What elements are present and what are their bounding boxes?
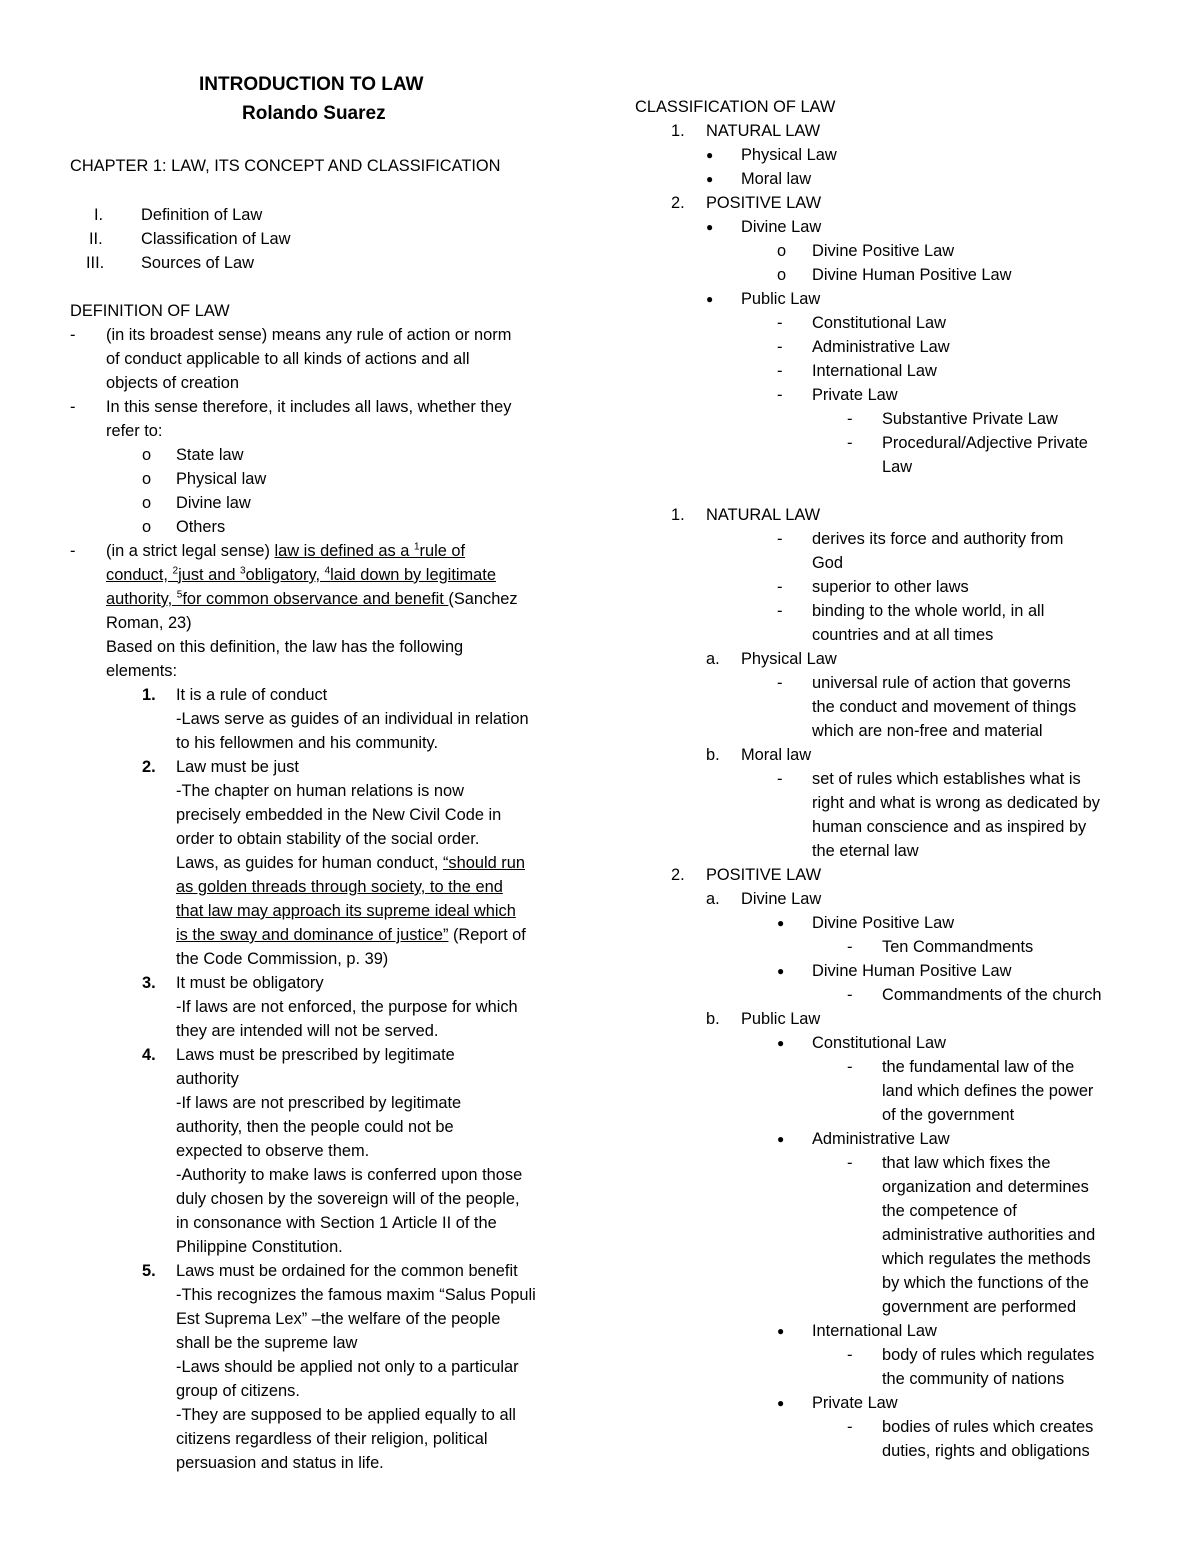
subsection-title: Divine Law	[741, 890, 822, 908]
element-line: Philippine Constitution.	[176, 1238, 343, 1256]
bullet-icon: ●	[777, 1396, 785, 1410]
private-law-desc: duties, rights and obligations	[882, 1442, 1090, 1460]
dash-bullet: -	[777, 602, 783, 620]
chapter-heading: CHAPTER 1: LAW, ITS CONCEPT AND CLASSIFICATION	[70, 157, 501, 175]
natural-law-point: binding to the whole world, in all	[812, 602, 1045, 620]
outline-item: POSITIVE LAW	[706, 194, 822, 212]
element-line: -Laws should be applied not only to a particular	[176, 1358, 519, 1376]
section-number: 2.	[671, 866, 685, 884]
law-type-item: Others	[176, 518, 226, 536]
toc-num-3: III.	[86, 254, 105, 272]
element-line: as golden threads through society, to the end	[176, 878, 503, 896]
dash-bullet: -	[777, 578, 783, 596]
element-line: citizens regardless of their religion, political	[176, 1430, 488, 1448]
element-number: 1.	[142, 686, 156, 704]
element-line: in consonance with Section 1 Article II of the	[176, 1214, 497, 1232]
dash-bullet: -	[70, 398, 76, 416]
element-line: is the sway and dominance of justice” (Report of	[176, 926, 526, 944]
element-line: Laws, as guides for human conduct, “should run	[176, 854, 525, 872]
toc-item-1: Definition of Law	[141, 206, 263, 224]
outline-item: Administrative Law	[812, 338, 950, 356]
bullet-icon: ●	[706, 292, 714, 306]
element-line: -If laws are not prescribed by legitimate	[176, 1094, 462, 1112]
dash-bullet: -	[70, 326, 76, 344]
law-type-item: Physical law	[176, 470, 267, 488]
circle-bullet: o	[777, 242, 787, 260]
outline-item: Constitutional Law	[812, 314, 946, 332]
element-line: shall be the supreme law	[176, 1334, 358, 1352]
circle-bullet: o	[142, 470, 152, 488]
element-line: -If laws are not enforced, the purpose for which	[176, 998, 518, 1016]
element-line: -Laws serve as guides of an individual in relation	[176, 710, 529, 728]
divine-human-positive-law-desc: Commandments of the church	[882, 986, 1102, 1004]
section-title: NATURAL LAW	[706, 506, 821, 524]
international-law-desc: the community of nations	[882, 1370, 1065, 1388]
definition-includes-line: In this sense therefore, it includes all laws, whether they	[106, 398, 512, 416]
definition-heading: DEFINITION OF LAW	[70, 302, 230, 320]
section-title: POSITIVE LAW	[706, 866, 822, 884]
element-line: that law may approach its supreme ideal which	[176, 902, 516, 920]
dash-bullet: -	[847, 1418, 853, 1436]
circle-bullet: o	[142, 446, 152, 464]
circle-bullet: o	[142, 494, 152, 512]
subsection-title: Physical Law	[741, 650, 837, 668]
subsection-letter: a.	[706, 650, 720, 668]
classification-heading: CLASSIFICATION OF LAW	[635, 98, 836, 116]
outline-number: 1.	[671, 122, 685, 140]
administrative-law: Administrative Law	[812, 1130, 950, 1148]
element-line: -This recognizes the famous maxim “Salus Populi	[176, 1286, 536, 1304]
dash-bullet: -	[847, 1346, 853, 1364]
element-line: precisely embedded in the New Civil Code in	[176, 806, 502, 824]
dash-bullet: -	[777, 674, 783, 692]
outline-item: NATURAL LAW	[706, 122, 821, 140]
element-line: -The chapter on human relations is now	[176, 782, 464, 800]
toc-num-2: II.	[89, 230, 103, 248]
subsection-letter: b.	[706, 746, 720, 764]
element-line: Laws must be prescribed by legitimate	[176, 1046, 455, 1064]
outline-item: Substantive Private Law	[882, 410, 1058, 428]
document-title: INTRODUCTION TO LAW	[199, 74, 424, 95]
law-type-item: State law	[176, 446, 244, 464]
element-line: authority, then the people could not be	[176, 1118, 454, 1136]
element-line: duly chosen by the sovereign will of the people,	[176, 1190, 520, 1208]
strict-definition-line: Based on this definition, the law has the following	[106, 638, 464, 656]
element-line: expected to observe them.	[176, 1142, 370, 1160]
strict-definition-line: conduct, $^2$just and $^3$obligatory, $^4$laid down by legitimate	[106, 565, 496, 584]
bullet-icon: ●	[777, 1036, 785, 1050]
outline-item: Moral law	[741, 170, 812, 188]
private-law-desc: bodies of rules which creates	[882, 1418, 1094, 1436]
outline-item: Law	[882, 458, 913, 476]
moral-law-line: the eternal law	[812, 842, 919, 860]
law-type-item: Divine law	[176, 494, 251, 512]
divine-positive-law: Divine Positive Law	[812, 914, 955, 932]
natural-law-point: derives its force and authority from	[812, 530, 1064, 548]
physical-law-line: universal rule of action that governs	[812, 674, 1071, 692]
element-line: Est Suprema Lex” –the welfare of the people	[176, 1310, 501, 1328]
administrative-law-desc: administrative authorities and	[882, 1226, 1096, 1244]
physical-law-line: which are non-free and material	[812, 722, 1043, 740]
dash-bullet: -	[777, 338, 783, 356]
subsection-title: Moral law	[741, 746, 812, 764]
moral-law-line: right and what is wrong as dedicated by	[812, 794, 1100, 812]
element-line: group of citizens.	[176, 1382, 300, 1400]
dash-bullet: -	[847, 1154, 853, 1172]
element-line: It is a rule of conduct	[176, 686, 328, 704]
outline-item: Procedural/Adjective Private	[882, 434, 1088, 452]
dash-bullet: -	[777, 386, 783, 404]
strict-definition-line: Roman, 23)	[106, 614, 192, 632]
element-line: -Authority to make laws is conferred upon those	[176, 1166, 523, 1184]
definition-broad-line: (in its broadest sense) means any rule of action or norm	[106, 326, 512, 344]
dash-bullet: -	[777, 770, 783, 788]
element-line: Laws must be ordained for the common benefit	[176, 1262, 518, 1280]
dash-bullet: -	[847, 1058, 853, 1076]
element-number: 4.	[142, 1046, 156, 1064]
constitutional-law-desc: the fundamental law of the	[882, 1058, 1075, 1076]
element-line: -They are supposed to be applied equally to all	[176, 1406, 516, 1424]
dash-bullet: -	[777, 314, 783, 332]
natural-law-point: countries and at all times	[812, 626, 994, 644]
circle-bullet: o	[142, 518, 152, 536]
author-name: Rolando Suarez	[242, 103, 386, 124]
element-number: 5.	[142, 1262, 156, 1280]
strict-definition-line: elements:	[106, 662, 178, 680]
strict-definition-line: authority, $^5$for common observance and benefit (Sanchez	[106, 589, 518, 608]
divine-human-positive-law: Divine Human Positive Law	[812, 962, 1012, 980]
outline-item: Private Law	[812, 386, 898, 404]
element-line: persuasion and status in life.	[176, 1454, 384, 1472]
bullet-icon: ●	[706, 148, 714, 162]
international-law-desc: body of rules which regulates	[882, 1346, 1095, 1364]
element-number: 2.	[142, 758, 156, 776]
dash-bullet: -	[847, 986, 853, 1004]
administrative-law-desc: which regulates the methods	[882, 1250, 1091, 1268]
toc-item-2: Classification of Law	[141, 230, 291, 248]
circle-bullet: o	[777, 266, 787, 284]
administrative-law-desc: organization and determines	[882, 1178, 1089, 1196]
subsection-letter: b.	[706, 1010, 720, 1028]
bullet-icon: ●	[706, 172, 714, 186]
element-line: to his fellowmen and his community.	[176, 734, 439, 752]
dash-bullet: -	[847, 938, 853, 956]
outline-item: Divine Law	[741, 218, 822, 236]
element-line: Law must be just	[176, 758, 299, 776]
dash-bullet: -	[847, 410, 853, 428]
administrative-law-desc: by which the functions of the	[882, 1274, 1089, 1292]
outline-item: Divine Positive Law	[812, 242, 955, 260]
natural-law-point: God	[812, 554, 843, 572]
strict-definition-line	[106, 539, 465, 563]
element-line: the Code Commission, p. 39)	[176, 950, 389, 968]
outline-number: 2.	[671, 194, 685, 212]
constitutional-law-desc: land which defines the power	[882, 1082, 1094, 1100]
dash-bullet: -	[847, 434, 853, 452]
element-line: It must be obligatory	[176, 974, 324, 992]
administrative-law-desc: government are performed	[882, 1298, 1077, 1316]
toc-item-3: Sources of Law	[141, 254, 254, 272]
strict-prefix: (in a strict legal sense)	[106, 542, 275, 560]
constitutional-law: Constitutional Law	[812, 1034, 946, 1052]
dash-bullet: -	[777, 362, 783, 380]
bullet-icon: ●	[706, 220, 714, 234]
section-number: 1.	[671, 506, 685, 524]
bullet-icon: ●	[777, 1132, 785, 1146]
dash-bullet: -	[70, 542, 76, 560]
definition-includes-line: refer to:	[106, 422, 163, 440]
administrative-law-desc: that law which fixes the	[882, 1154, 1051, 1172]
moral-law-line: set of rules which establishes what is	[812, 770, 1081, 788]
element-line: order to obtain stability of the social order.	[176, 830, 480, 848]
subsection-title: Public Law	[741, 1010, 821, 1028]
moral-law-line: human conscience and as inspired by	[812, 818, 1087, 836]
element-line: they are intended will not be served.	[176, 1022, 439, 1040]
definition-broad-line: objects of creation	[106, 374, 240, 392]
toc-num-1: I.	[94, 206, 104, 224]
definition-broad-line: of conduct applicable to all kinds of actions and all	[106, 350, 470, 368]
private-law: Private Law	[812, 1394, 898, 1412]
outline-item: Divine Human Positive Law	[812, 266, 1012, 284]
bullet-icon: ●	[777, 1324, 785, 1338]
divine-positive-law-desc: Ten Commandments	[882, 938, 1034, 956]
bullet-icon: ●	[777, 964, 785, 978]
outline-item: International Law	[812, 362, 937, 380]
element-line: authority	[176, 1070, 239, 1088]
outline-item: Physical Law	[741, 146, 837, 164]
strict-underlined: law is defined as a $^1$rule of	[274, 541, 466, 560]
bullet-icon: ●	[777, 916, 785, 930]
subsection-letter: a.	[706, 890, 720, 908]
international-law: International Law	[812, 1322, 937, 1340]
element-number: 3.	[142, 974, 156, 992]
outline-item: Public Law	[741, 290, 821, 308]
natural-law-point: superior to other laws	[812, 578, 969, 596]
constitutional-law-desc: of the government	[882, 1106, 1015, 1124]
physical-law-line: the conduct and movement of things	[812, 698, 1077, 716]
dash-bullet: -	[777, 530, 783, 548]
administrative-law-desc: the competence of	[882, 1202, 1017, 1220]
